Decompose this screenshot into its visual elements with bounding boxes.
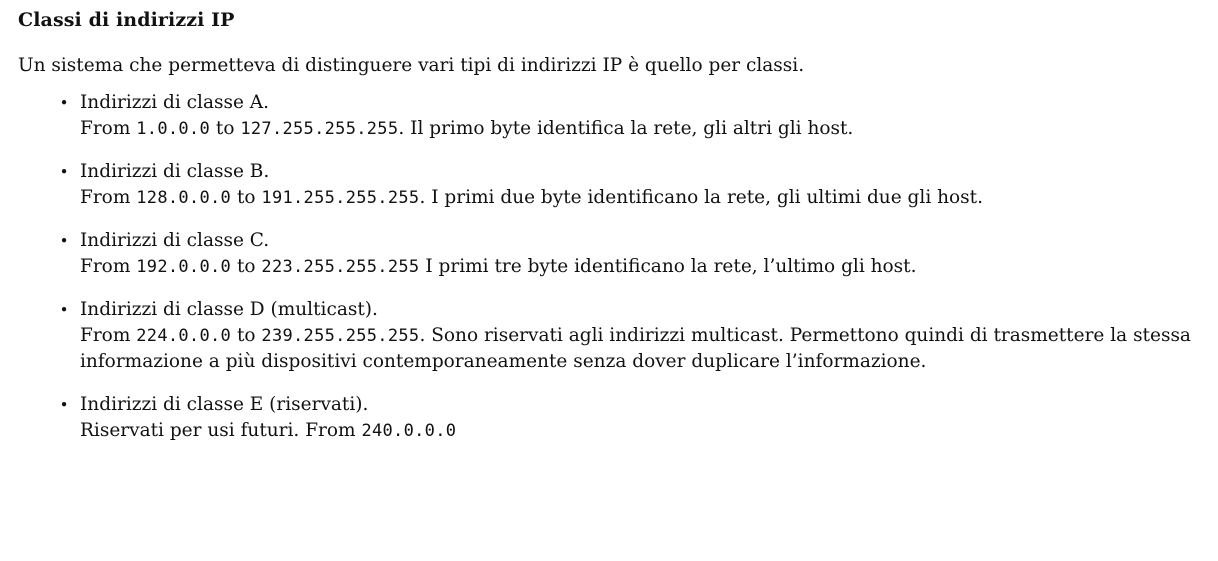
range-start-address: 128.0.0.0 <box>136 188 232 208</box>
class-a-description <box>80 116 1218 142</box>
range-end-address: 239.255.255.255 <box>261 326 420 346</box>
from-label: From <box>80 118 137 139</box>
description-text: I primi tre byte identificano la rete, l’ultimo gli host. <box>419 256 917 277</box>
intro-paragraph: Un sistema che permetteva di distinguere vari tipi di indirizzi IP è quello per classi. <box>18 55 805 76</box>
class-a-heading: Indirizzi di classe A. <box>80 92 270 113</box>
class-e-description <box>80 418 1218 444</box>
bullet-icon: • <box>59 396 69 414</box>
to-label: to <box>231 256 262 277</box>
to-label: to <box>231 187 262 208</box>
range-end-address: 223.255.255.255 <box>261 257 420 277</box>
description-text: . Il primo byte identifica la rete, gli altri gli host. <box>398 118 854 139</box>
range-start-address: 224.0.0.0 <box>136 326 232 346</box>
class-e-heading: Indirizzi di classe E (riservati). <box>80 394 369 415</box>
from-label: From <box>80 325 137 346</box>
range-start-address: 192.0.0.0 <box>136 257 232 277</box>
class-d-heading: Indirizzi di classe D (multicast). <box>80 299 378 320</box>
from-label: From <box>80 256 137 277</box>
list-item-class-b <box>18 159 1218 211</box>
from-label: From <box>80 187 137 208</box>
to-label: to <box>231 325 262 346</box>
description-text: . Sono riservati agli indirizzi multicast. Permettono quindi di trasmettere la stessa informazione a più dispositivi contemporaneamente senza dover duplicare l’informazione. <box>80 325 1191 372</box>
ip-class-list <box>18 90 1218 444</box>
list-item-class-c <box>18 228 1218 280</box>
range-end-address: 127.255.255.255 <box>240 119 399 139</box>
section-title: Classi di indirizzi IP <box>18 9 235 31</box>
list-item-class-e <box>18 392 1218 444</box>
class-d-description <box>80 323 1218 375</box>
list-item-class-a <box>18 90 1218 142</box>
bullet-icon: • <box>59 232 69 250</box>
class-c-heading: Indirizzi di classe C. <box>80 230 270 251</box>
range-end-address: 191.255.255.255 <box>261 188 420 208</box>
range-start-address: 1.0.0.0 <box>136 119 210 139</box>
bullet-icon: • <box>59 94 69 112</box>
bullet-icon: • <box>59 163 69 181</box>
list-item-class-d <box>18 297 1218 375</box>
bullet-icon: • <box>59 301 69 319</box>
description-text: . I primi due byte identificano la rete, gli ultimi due gli host. <box>419 187 983 208</box>
class-b-description <box>80 185 1218 211</box>
description-text: Riservati per usi futuri. From <box>80 420 362 441</box>
class-c-description <box>80 254 1218 280</box>
class-b-heading: Indirizzi di classe B. <box>80 161 270 182</box>
to-label: to <box>210 118 241 139</box>
range-start-address: 240.0.0.0 <box>361 421 457 441</box>
